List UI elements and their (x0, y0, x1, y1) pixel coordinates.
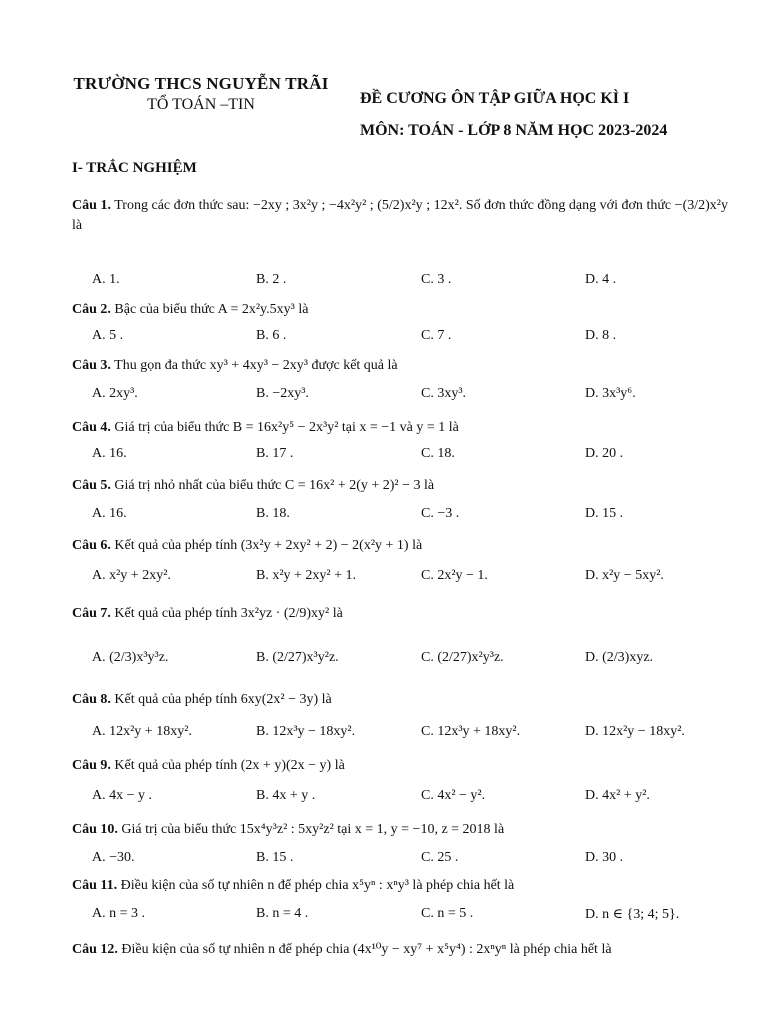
answer-option: D. 20 . (585, 446, 624, 461)
question-label: Câu 6. (72, 538, 111, 553)
question-9 (72, 756, 728, 776)
answer-option: B. −2xy³. (256, 386, 309, 401)
answer-option: A. 5 . (92, 328, 124, 343)
answer-option: C. 3 . (421, 272, 452, 287)
document-subject: MÔN: TOÁN - LỚP 8 NĂM HỌC 2023-2024 (360, 122, 668, 139)
answer-option: D. n ∈ {3; 4; 5}. (585, 907, 680, 922)
answer-option: A. 2xy³. (92, 386, 138, 401)
question-text: Kết quả của phép tính (2x + y)(2x − y) là (110, 758, 345, 773)
answer-option: C. 2x²y − 1. (421, 568, 488, 583)
department-name: TỔ TOÁN –TIN (147, 96, 255, 113)
answer-option: D. 15 . (585, 506, 624, 521)
answer-option: D. 4x² + y². (585, 788, 650, 803)
question-text: Điều kiện của số tự nhiên n để phép chia (4x¹⁰y − xy⁷ + x⁵y⁴) : 2xⁿyⁿ là phép chia hết là (117, 942, 612, 957)
question-text: Kết quả của phép tính (3x²y + 2xy² + 2) − 2(x²y + 1) là (110, 538, 423, 553)
question-1 (72, 196, 728, 236)
answer-option: A. 12x²y + 18xy². (92, 724, 192, 739)
answer-option: D. (2/3)xyz. (585, 650, 654, 665)
answer-option: B. 4x + y . (256, 788, 316, 803)
answer-option: D. 30 . (585, 850, 624, 865)
answer-option: C. 3xy³. (421, 386, 467, 401)
question-text: Giá trị của biểu thức B = 16x²y⁵ − 2x³y² tại x = −1 và y = 1 là (110, 420, 459, 435)
answer-option: B. 17 . (256, 446, 294, 461)
question-label: Câu 5. (72, 478, 111, 493)
question-text: Điều kiện của số tự nhiên n để phép chia x⁵yⁿ : xⁿy³ là phép chia hết là (117, 878, 515, 893)
school-name: TRƯỜNG THCS NGUYỄN TRÃI (73, 74, 329, 93)
document-header (360, 90, 667, 140)
answer-option: A. x²y + 2xy². (92, 568, 171, 583)
answer-option: B. 18. (256, 506, 290, 521)
answer-option: D. 8 . (585, 328, 617, 343)
answer-option: C. 4x² − y². (421, 788, 486, 803)
answer-option: A. n = 3 . (92, 906, 146, 921)
question-text: Bậc của biểu thức A = 2x²y.5xy³ là (110, 302, 309, 317)
question-label: Câu 10. (72, 822, 118, 837)
question-text: Kết quả của phép tính 6xy(2x² − 3y) là (110, 692, 332, 707)
question-label: Câu 9. (72, 758, 111, 773)
answer-option: A. 4x − y . (92, 788, 153, 803)
answer-option: D. 4 . (585, 272, 617, 287)
question-5 (72, 476, 728, 496)
question-text: Trong các đơn thức sau: −2xy ; 3x²y ; −4x²y² ; (5/2)x²y ; 12x². Số đơn thức đồng dạng với đơn thức −(3/2)x²y là (72, 198, 728, 233)
question-label: Câu 2. (72, 302, 111, 317)
section-title: I- TRẮC NGHIỆM (72, 160, 197, 176)
answer-option: D. x²y − 5xy². (585, 568, 664, 583)
question-11 (72, 876, 728, 896)
answer-option: B. 2 . (256, 272, 287, 287)
answer-option: A. −30. (92, 850, 135, 865)
question-label: Câu 1. (72, 198, 111, 213)
answer-option: C. 25 . (421, 850, 459, 865)
question-text: Giá trị của biểu thức 15x⁴y³z² : 5xy²z² tại x = 1, y = −10, z = 2018 là (117, 822, 505, 837)
question-label: Câu 12. (72, 942, 118, 957)
answer-option: B. (2/27)x³y²z. (256, 650, 339, 665)
school-header (56, 74, 346, 114)
question-4 (72, 418, 728, 438)
question-7 (72, 604, 728, 624)
answer-option: D. 3x³y⁶. (585, 386, 636, 401)
question-6 (72, 536, 728, 556)
question-2 (72, 300, 728, 320)
question-label: Câu 8. (72, 692, 111, 707)
answer-option: B. 15 . (256, 850, 294, 865)
answer-option: C. 7 . (421, 328, 452, 343)
question-label: Câu 7. (72, 606, 111, 621)
question-12 (72, 940, 728, 960)
answer-option: C. (2/27)x²y³z. (421, 650, 504, 665)
document-title: ĐỀ CƯƠNG ÔN TẬP GIỮA HỌC KÌ I (360, 90, 630, 107)
question-10 (72, 820, 728, 840)
answer-option: B. n = 4 . (256, 906, 309, 921)
answer-option: B. 12x³y − 18xy². (256, 724, 356, 739)
question-text: Thu gọn đa thức xy³ + 4xy³ − 2xy³ được kết quả là (110, 358, 398, 373)
answer-option: C. 12x³y + 18xy². (421, 724, 521, 739)
answer-option: B. x²y + 2xy² + 1. (256, 568, 357, 583)
answer-option: A. 16. (92, 506, 127, 521)
answer-option: B. 6 . (256, 328, 287, 343)
question-text: Kết quả của phép tính 3x²yz · (2/9)xy² là (110, 606, 343, 621)
answer-option: C. 18. (421, 446, 455, 461)
question-text: Giá trị nhỏ nhất của biểu thức C = 16x² + 2(y + 2)² − 3 là (110, 478, 435, 493)
answer-option: C. −3 . (421, 506, 460, 521)
answer-option: A. 1. (92, 272, 120, 287)
answer-option: A. (2/3)x³y³z. (92, 650, 169, 665)
question-label: Câu 11. (72, 878, 118, 893)
answer-option: A. 16. (92, 446, 127, 461)
answer-option: D. 12x²y − 18xy². (585, 724, 685, 739)
question-3 (72, 356, 728, 376)
answer-option: C. n = 5 . (421, 906, 474, 921)
question-8 (72, 690, 728, 710)
question-label: Câu 4. (72, 420, 111, 435)
question-label: Câu 3. (72, 358, 111, 373)
